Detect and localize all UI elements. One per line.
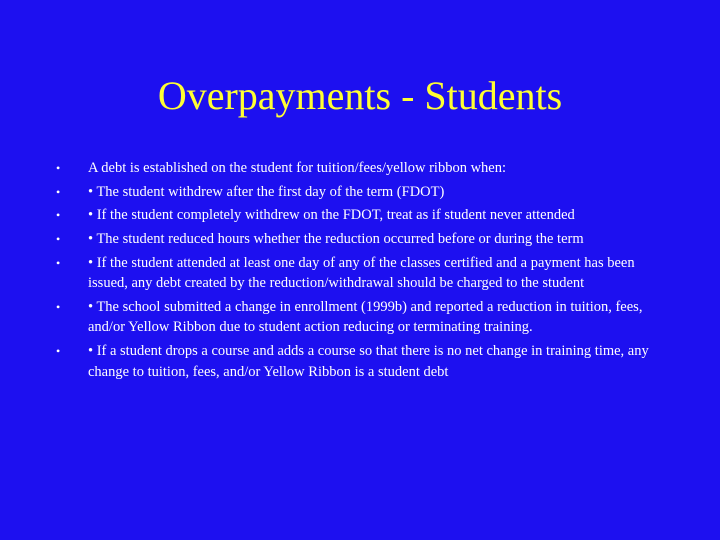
bullet-marker: •: [56, 184, 61, 199]
bullet-marker: •: [56, 299, 61, 314]
bullet-text: • If a student drops a course and adds a course so that there is no net change in training time, any change to tuition, fees, and/or Yellow Ribbon is a student debt: [88, 343, 649, 380]
slide-title: Overpayments - Students: [157, 73, 563, 118]
bullet-text: • The student withdrew after the first day of the term (FDOT): [88, 183, 445, 200]
bullet-marker: •: [56, 208, 61, 223]
bullet-text: • If the student attended at least one day of any of the classes certified and a payment has been issued, any debt created by the reduction/withdrawal should be charged to the student: [88, 254, 635, 292]
bullet-item: [56, 182, 666, 203]
bullet-list: [56, 158, 666, 385]
bullet-item: [56, 341, 666, 382]
bullet-marker: •: [56, 232, 61, 247]
bullet-marker: •: [56, 255, 61, 270]
bullet-item: [56, 158, 666, 179]
bullet-marker: •: [56, 161, 61, 175]
bullet-item: [56, 253, 666, 294]
bullet-text: • The school submitted a change in enrollment (1999b) and reported a reduction in tuition, fees, and/or Yellow Ribbon due to student action reducing or terminating training.: [88, 298, 643, 336]
bullet-item: [56, 229, 666, 250]
bullet-text: • The student reduced hours whether the reduction occurred before or during the term: [88, 231, 584, 248]
bullet-text: • If the student completely withdrew on the FDOT, treat as if student never attended: [88, 207, 575, 224]
bullet-item: [56, 297, 666, 338]
bullet-text: A debt is established on the student for tuition/fees/yellow ribbon when:: [88, 160, 507, 176]
bullet-marker: •: [56, 344, 61, 359]
bullet-item: [56, 205, 666, 226]
